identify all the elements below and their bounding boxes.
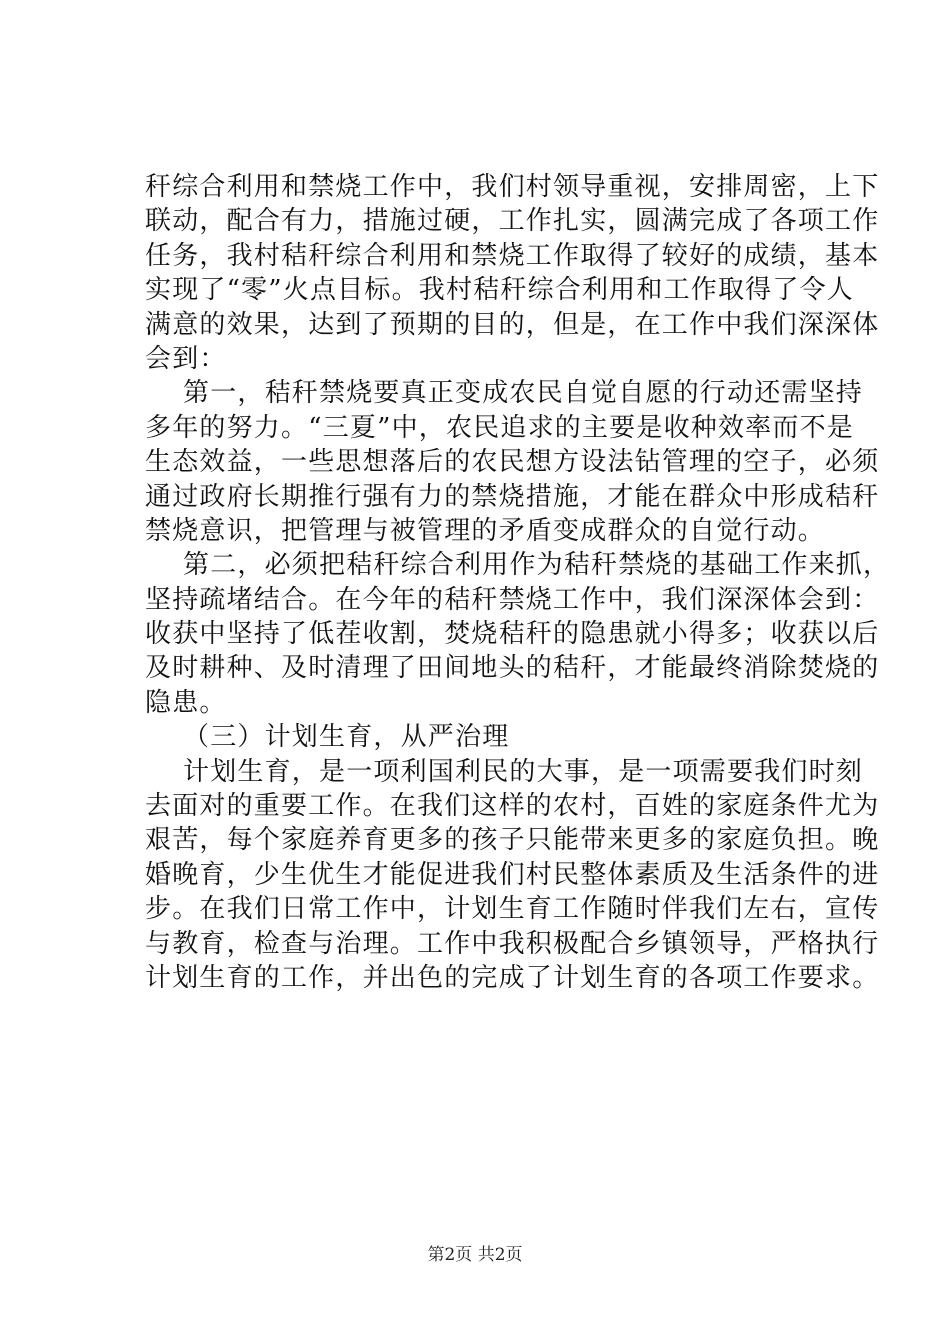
section-heading: （三）计划生育，从严治理 bbox=[183, 722, 510, 753]
text-line: 禁烧意识，把管理与被管理的矛盾变成群众的自觉行动。 bbox=[145, 515, 826, 546]
text-line: 坚持疏堵结合。在今年的秸秆禁烧工作中，我们深深体会到： bbox=[145, 584, 880, 615]
text-line: 与教育，检查与治理。工作中我积极配合乡镇领导，严格执行 bbox=[145, 928, 880, 959]
text-line: 收获中坚持了低茬收割，焚烧秸秆的隐患就小得多；收获以后 bbox=[145, 619, 880, 650]
text-line: 生态效益，一些思想落后的农民想方设法钻管理的空子，必须 bbox=[145, 447, 880, 478]
text-line: 计划生育，是一项利国利民的大事，是一项需要我们时刻 bbox=[183, 756, 864, 787]
text-line: 隐患。 bbox=[145, 687, 227, 718]
text-line: 秆综合利用和禁烧工作中，我们村领导重视，安排周密，上下 bbox=[145, 172, 880, 202]
text-line: 婚晚育，少生优生才能促进我们村民整体素质及生活条件的进 bbox=[145, 859, 880, 890]
text-line: 第一，秸秆禁烧要真正变成农民自觉自愿的行动还需坚持 bbox=[183, 378, 864, 409]
text-line: 计划生育的工作，并出色的完成了计划生育的各项工作要求。 bbox=[145, 962, 880, 993]
text-line: 多年的努力。“三夏”中，农民追求的主要是收种效率而不是 bbox=[145, 412, 854, 443]
text-line: 实现了“零”火点目标。我村秸秆综合利用和工作取得了令人 bbox=[145, 275, 854, 306]
text-line: 会到： bbox=[145, 343, 227, 374]
text-line: 通过政府长期推行强有力的禁烧措施，才能在群众中形成秸秆 bbox=[145, 481, 880, 512]
page-footer bbox=[0, 1244, 950, 1266]
text-line: 任务，我村秸秆综合利用和禁烧工作取得了较好的成绩，基本 bbox=[145, 240, 880, 271]
page-number: 第2页 共2页 bbox=[427, 1245, 523, 1265]
text-line: 满意的效果，达到了预期的目的，但是，在工作中我们深深体 bbox=[145, 309, 880, 340]
text-line: 第二，必须把秸秆综合利用作为秸秆禁烧的基础工作来抓， bbox=[183, 550, 891, 581]
document-body bbox=[145, 170, 891, 995]
text-line: 联动，配合有力，措施过硬，工作扎实，圆满完成了各项工作 bbox=[145, 206, 880, 237]
text-line: 及时耕种、及时清理了田间地头的秸秆，才能最终消除焚烧的 bbox=[145, 653, 880, 684]
text-line: 艰苦，每个家庭养育更多的孩子只能带来更多的家庭负担。晚 bbox=[145, 825, 880, 856]
text-line: 步。在我们日常工作中，计划生育工作随时伴我们左右，宣传 bbox=[145, 894, 880, 925]
text-line: 去面对的重要工作。在我们这样的农村，百姓的家庭条件尤为 bbox=[145, 791, 880, 822]
